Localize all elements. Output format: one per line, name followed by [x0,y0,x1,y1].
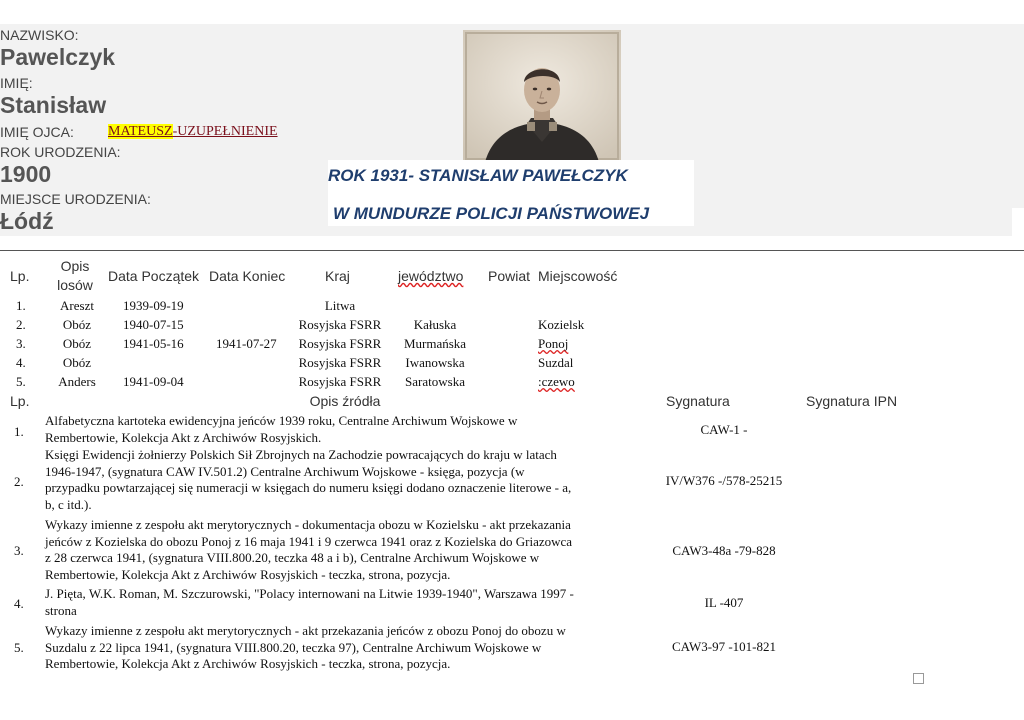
father-name-value [108,124,278,140]
fates-lp: 1. [16,298,26,313]
band-notch [1012,208,1024,236]
fates-header-country: Kraj [325,268,350,284]
fates-province: Murmańska [403,336,467,351]
fates-place: Ponoj [538,336,569,351]
fates-country: Litwa [324,298,356,313]
source-lp: 3. [14,543,24,558]
fates-opis: Obóz [62,317,92,332]
birthplace-label: MIEJSCE URODZENIA: [0,191,151,207]
source-line: Suzdalu z 22 lipca 1941, (sygnatura VIII.800.20, teczka 97), Centralne Archiwum Wojskowe w [45,639,542,655]
source-signature: IL -407 [704,595,744,610]
source-description [45,586,645,619]
section-divider [0,250,1024,251]
source-signature: CAW3-48a -79-828 [672,543,776,558]
source-line: jeńców z Kozielska do obozu Ponoj z 16 maja 1941 i 9 czerwca 1941 oraz z Kozielska do Griazowca [45,533,573,549]
surname-value: Pawelczyk [0,44,116,70]
fates-country: Rosyjska FSRR [298,336,382,351]
fates-header-opis-1: Opis [60,258,90,274]
fates-opis: Obóz [62,336,92,351]
source-description [45,447,645,513]
photo-caption-line1: ROK 1931- STANISŁAW PAWEŁCZYK [328,166,628,185]
fates-lp: 2. [16,317,26,332]
source-line: Rembertowie, Kolekcja Akt z Archiwów Rosyjskich - teczka, strona, pozycja. [45,656,451,671]
source-lp: 1. [14,424,24,439]
first-name-value: Stanisław [0,92,107,118]
father-name-suffix: -UZUPEŁNIENIE [172,124,278,139]
fates-province: Iwanowska [405,355,465,370]
fates-opis: Obóz [62,355,92,370]
source-line: Rembertowie, Kolekcja Akt z Archiwów Rosyjskich - teczka, strona, pozycja. [45,566,451,582]
source-line: strona [45,602,77,618]
father-name-highlight: MATEUSZ [108,124,173,139]
fates-start: 1939-09-19 [123,298,184,313]
fates-header-place: Miejscowość [538,268,618,284]
source-lp: 2. [14,474,24,489]
source-line: Alfabetyczna kartoteka ewidencyjna jeńców 1939 roku, Centralne Archiwum Wojskowe w [45,413,518,428]
fates-start: 1941-05-16 [123,336,184,351]
source-line: Wykazy imienne z zespołu akt merytorycznych - akt przekazania jeńców z obozu Ponoj do obozu w [45,623,566,638]
fates-lp: 3. [16,336,26,351]
birth-year-value: 1900 [0,161,52,187]
source-description [45,623,645,673]
fates-start: 1941-09-04 [123,374,184,389]
father-name-label: IMIĘ OJCA: [0,124,74,140]
source-line: Rembertowie, Kolekcja Akt z Archiwów Rosyjskich. [45,429,322,445]
fates-header-opis-2: losów [57,277,93,293]
fates-place: Kozielsk [538,317,585,332]
birth-year-label: ROK URODZENIA: [0,144,121,160]
fates-opis: Areszt [60,298,94,313]
fates-lp: 4. [16,355,26,370]
source-line: Wykazy imienne z zespołu akt merytorycznych - dokumentacja obozu w Kozielsku - akt przekazania [45,517,571,532]
source-line: b, c itd.). [45,496,92,512]
fates-header-start: Data Początek [108,268,200,284]
fates-place: Suzdal [538,355,574,370]
source-signature: CAW3-97 -101-821 [671,639,777,654]
source-lp: 5. [14,640,24,655]
source-signature: IV/W376 -/578-25215 [665,473,783,488]
fates-header-lp: Lp. [10,268,30,284]
sources-header-lp: Lp. [10,393,30,409]
source-line: przypadku powtarzającej się numeracji w księgach do numeru księgi dodano oznaczenie literowe - a, [45,480,572,495]
fates-country: Rosyjska FSRR [298,374,382,389]
photo-caption-line2: W MUNDURZE POLICJI PAŃSTWOWEJ [333,204,650,223]
checkbox[interactable] [913,673,924,684]
source-signature: CAW-1 - [700,422,748,437]
fates-start: 1940-07-15 [123,317,184,332]
source-line: z 28 czerwca 1941, (sygnatura VIII.800.20, teczka 48 a i b), Centralne Archiwum Wojskowe w [45,550,540,565]
source-lp: 4. [14,596,24,611]
source-line: 1946-1947, (sygnatura CAW IV.501.2) Centralne Archiwum Wojskowe - księga, pozycja (w [45,463,525,479]
source-line: J. Pięta, W.K. Roman, M. Szczurowski, "Polacy internowani na Litwie 1939-1940", Warszawa 1997 - [45,586,574,601]
fates-header-province: jewództwo [398,268,464,284]
fates-place: :czewo [538,374,575,389]
sources-header-opis: Opis źródła [309,393,381,409]
fates-header-district: Powiat [488,268,531,284]
fates-province: Saratowska [405,374,465,389]
fates-province: Kałuska [413,317,457,332]
source-line: Księgi Ewidencji żołnierzy Polskich Sił Zbrojnych na Zachodzie powracających do kraju w latach [45,447,557,462]
fates-country: Rosyjska FSRR [298,355,382,370]
surname-label: NAZWISKO: [0,27,79,43]
fates-lp: 5. [16,374,26,389]
fates-opis: Anders [58,374,96,389]
sources-header-ipn: Sygnatura IPN [806,393,898,409]
portrait-photo-image [463,30,621,162]
sources-header-sygnatura: Sygnatura [666,393,730,409]
source-description [45,517,645,583]
fates-header-end: Data Koniec [209,268,286,284]
first-name-label: IMIĘ: [0,75,33,91]
source-description [45,413,645,446]
portrait-photo [463,30,621,162]
birthplace-value: Łódź [0,208,54,234]
fates-end: 1941-07-27 [216,336,277,351]
fates-country: Rosyjska FSRR [298,317,382,332]
